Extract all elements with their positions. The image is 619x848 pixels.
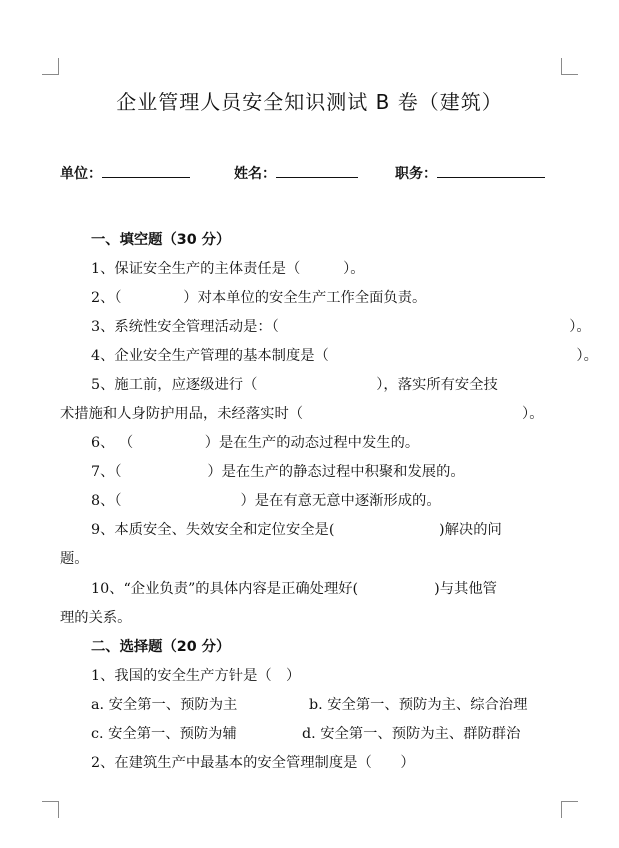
unit-field <box>60 163 190 183</box>
fill-question-10-line2: 理的关系。 <box>60 610 132 626</box>
choice-option-d: d. 安全第一、预防为主、群防群治 <box>302 726 521 742</box>
position-label: 职务： <box>395 166 437 182</box>
choice-option-c: c. 安全第一、预防为辅 <box>91 726 237 742</box>
fill-question-8: 8、（ ）是在有意无意中逐渐形成的。 <box>91 493 441 509</box>
section1-heading: 一、填空题（30 分） <box>91 232 231 248</box>
unit-label: 单位： <box>60 166 102 182</box>
crop-mark-top-right <box>561 58 578 75</box>
choice-option-b: b. 安全第一、预防为主、综合治理 <box>309 697 528 713</box>
choice-question-1: 1、我国的安全生产方针是（ ） <box>91 668 301 684</box>
choice-question-2: 2、在建筑生产中最基本的安全管理制度是（ ） <box>91 755 415 771</box>
crop-mark-bottom-left <box>42 801 59 818</box>
choice-option-a: a. 安全第一、预防为主 <box>91 697 238 713</box>
name-blank[interactable] <box>276 165 358 178</box>
name-label: 姓名： <box>234 166 276 182</box>
position-field <box>395 163 545 183</box>
fill-question-4: 4、企业安全生产管理的基本制度是（ ）。 <box>91 348 598 364</box>
fill-question-2: 2、（ ）对本单位的安全生产工作全面负责。 <box>91 290 427 306</box>
section2-heading: 二、选择题（20 分） <box>91 639 231 655</box>
fill-question-7: 7、（ ）是在生产的静态过程中积聚和发展的。 <box>91 464 465 480</box>
fill-question-1: 1、保证安全生产的主体责任是（ ）。 <box>91 261 365 277</box>
fill-question-9-line2: 题。 <box>60 551 89 567</box>
fill-question-3: 3、系统性安全管理活动是：（ ）。 <box>91 319 591 335</box>
fill-question-6: 6、 （ ）是在生产的动态过程中发生的。 <box>91 435 420 451</box>
unit-blank[interactable] <box>102 165 190 178</box>
fill-question-5-line1: 5、施工前，应逐级进行（ ），落实所有安全技 <box>91 377 498 393</box>
position-blank[interactable] <box>437 165 545 178</box>
crop-mark-bottom-right <box>561 801 578 818</box>
name-field <box>234 163 358 183</box>
fill-question-9-line1: 9、本质安全、失效安全和定位安全是( )解决的问 <box>91 522 502 538</box>
fill-question-10-line1: 10、“企业负责”的具体内容是正确处理好( )与其他管 <box>91 581 497 597</box>
crop-mark-top-left <box>42 58 59 75</box>
fill-question-5-line2: 术措施和人身防护用品，未经落实时（ ）。 <box>60 406 544 422</box>
document-title: 企业管理人员安全知识测试 B 卷（建筑） <box>116 90 503 114</box>
